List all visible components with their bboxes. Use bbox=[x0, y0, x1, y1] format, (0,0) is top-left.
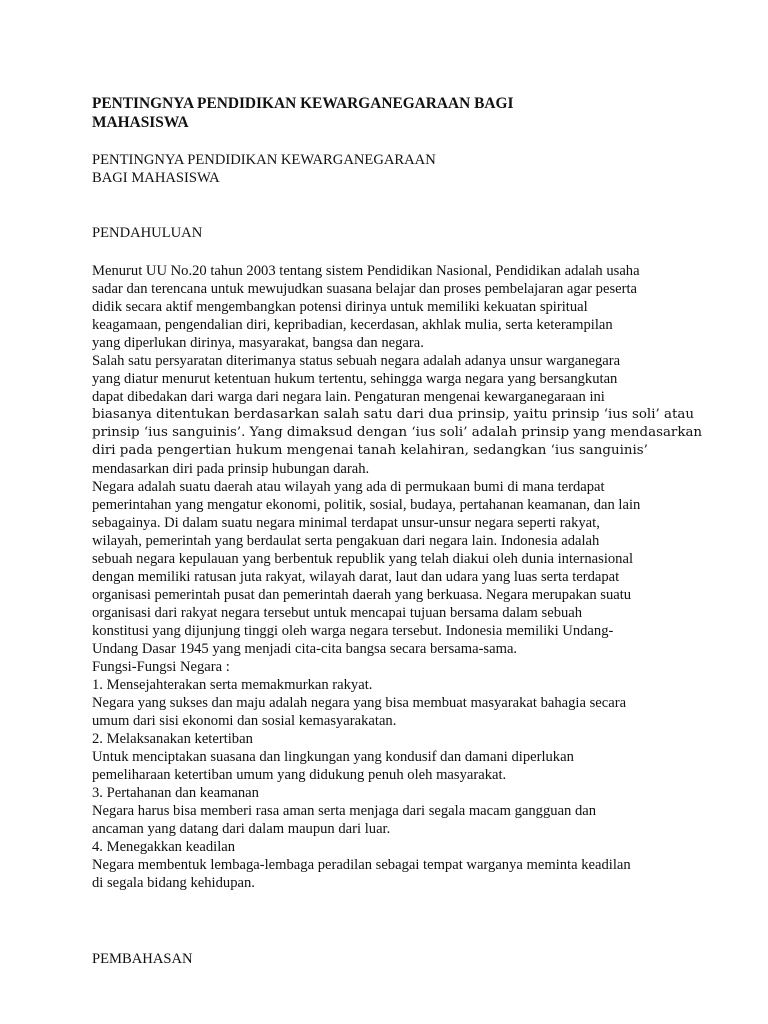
body-line: sadar dan terencana untuk mewujudkan suasana belajar dan proses pembelajaran agar peserta bbox=[92, 281, 637, 297]
body-line: Negara harus bisa memberi rasa aman serta menjaga dari segala macam gangguan dan bbox=[92, 803, 597, 819]
document-subtitle-line: PENTINGNYA PENDIDIKAN KEWARGANEGARAAN bbox=[92, 152, 436, 168]
body-line: yang diatur menurut ketentuan hukum tertentu, sehingga warga negara yang bersangkutan bbox=[92, 371, 618, 387]
body-line: Negara adalah suatu daerah atau wilayah yang ada di permukaan bumi di mana terdapat bbox=[92, 479, 605, 495]
section-heading-pendahuluan: PENDAHULUAN bbox=[92, 225, 203, 241]
list-heading: Fungsi-Fungsi Negara : bbox=[92, 659, 230, 675]
body-line: didik secara aktif mengembangkan potensi dirinya untuk memiliki kekuatan spiritual bbox=[92, 299, 588, 315]
document-title bbox=[92, 94, 682, 132]
body-line: Negara yang sukses dan maju adalah negara yang bisa membuat masyarakat bahagia secara bbox=[92, 695, 627, 711]
body-line: Salah satu persyaratan diterimanya status sebuah negara adalah adanya unsur warganegara bbox=[92, 353, 621, 369]
document-page bbox=[92, 94, 703, 892]
body-line: ancaman yang datang dari dalam maupun dari luar. bbox=[92, 821, 391, 837]
body-line: organisasi dari rakyat negara tersebut untuk mencapai tujuan bersama dalam sebuah bbox=[92, 605, 583, 621]
body-line: pemerintahan yang mengatur ekonomi, politik, sosial, budaya, pertahanan keamanan, dan lain bbox=[92, 497, 641, 513]
body-line: biasanya ditentukan berdasarkan salah satu dari dua prinsip, yaitu prinsip ‘ius soli’ atau bbox=[92, 407, 694, 422]
body-line: organisasi pemerintah pusat dan pemerintah daerah yang berkuasa. Negara merupakan suatu bbox=[92, 587, 632, 603]
body-line: diri pada pengertian hukum mengenai tanah kelahiran, sedangkan ‘ius sanguinis’ bbox=[92, 443, 648, 458]
body-line: dapat dibedakan dari warga dari negara lain. Pengaturan mengenai kewarganegaraan ini bbox=[92, 389, 605, 405]
body-text bbox=[92, 262, 703, 892]
body-line: yang diperlukan dirinya, masyarakat, bangsa dan negara. bbox=[92, 335, 424, 351]
list-item-title: 2. Melaksanakan ketertiban bbox=[92, 731, 253, 747]
body-line: mendasarkan diri pada prinsip hubungan darah. bbox=[92, 461, 370, 477]
body-line: konstitusi yang dijunjung tinggi oleh warga negara tersebut. Indonesia memiliki Undang- bbox=[92, 623, 614, 639]
body-line: umum dari sisi ekonomi dan sosial kemasyarakatan. bbox=[92, 713, 397, 729]
document-subtitle-line: BAGI MAHASISWA bbox=[92, 170, 220, 186]
list-item-title: 1. Mensejahterakan serta memakmurkan rakyat. bbox=[92, 677, 373, 693]
body-line: sebagainya. Di dalam suatu negara minimal terdapat unsur-unsur negara seperti rakyat, bbox=[92, 515, 600, 531]
document-subtitle bbox=[92, 151, 682, 187]
section-heading-pembahasan: PEMBAHASAN bbox=[92, 951, 193, 967]
body-line: pemeliharaan ketertiban umum yang didukung penuh oleh masyarakat. bbox=[92, 767, 507, 783]
body-line: wilayah, pemerintah yang berdaulat serta pengakuan dari negara lain. Indonesia adalah bbox=[92, 533, 600, 549]
list-item-title: 3. Pertahanan dan keamanan bbox=[92, 785, 259, 801]
document-title-line: MAHASISWA bbox=[92, 114, 189, 131]
body-line: sebuah negara kepulauan yang berbentuk republik yang telah diakui oleh dunia internasional bbox=[92, 551, 634, 567]
body-line: Menurut UU No.20 tahun 2003 tentang sistem Pendidikan Nasional, Pendidikan adalah usaha bbox=[92, 263, 640, 279]
body-line: keagamaan, pengendalian diri, kepribadian, kecerdasan, akhlak mulia, serta keterampilan bbox=[92, 317, 613, 333]
document-title-line: PENTINGNYA PENDIDIKAN KEWARGANEGARAAN BAGI bbox=[92, 95, 514, 112]
body-line: prinsip ‘ius sanguinis’. Yang dimaksud dengan ‘ius soli’ adalah prinsip yang mendasarkan bbox=[92, 425, 703, 440]
list-item-title: 4. Menegakkan keadilan bbox=[92, 839, 236, 855]
body-line: dengan memiliki ratusan juta rakyat, wilayah darat, laut dan udara yang luas serta terdapat bbox=[92, 569, 620, 585]
body-line: Negara membentuk lembaga-lembaga peradilan sebagai tempat warganya meminta keadilan bbox=[92, 857, 631, 873]
body-line: Untuk menciptakan suasana dan lingkungan yang kondusif dan damani diperlukan bbox=[92, 749, 574, 765]
body-line: di segala bidang kehidupan. bbox=[92, 875, 255, 891]
body-line: Undang Dasar 1945 yang menjadi cita-cita bangsa secara bersama-sama. bbox=[92, 641, 518, 657]
